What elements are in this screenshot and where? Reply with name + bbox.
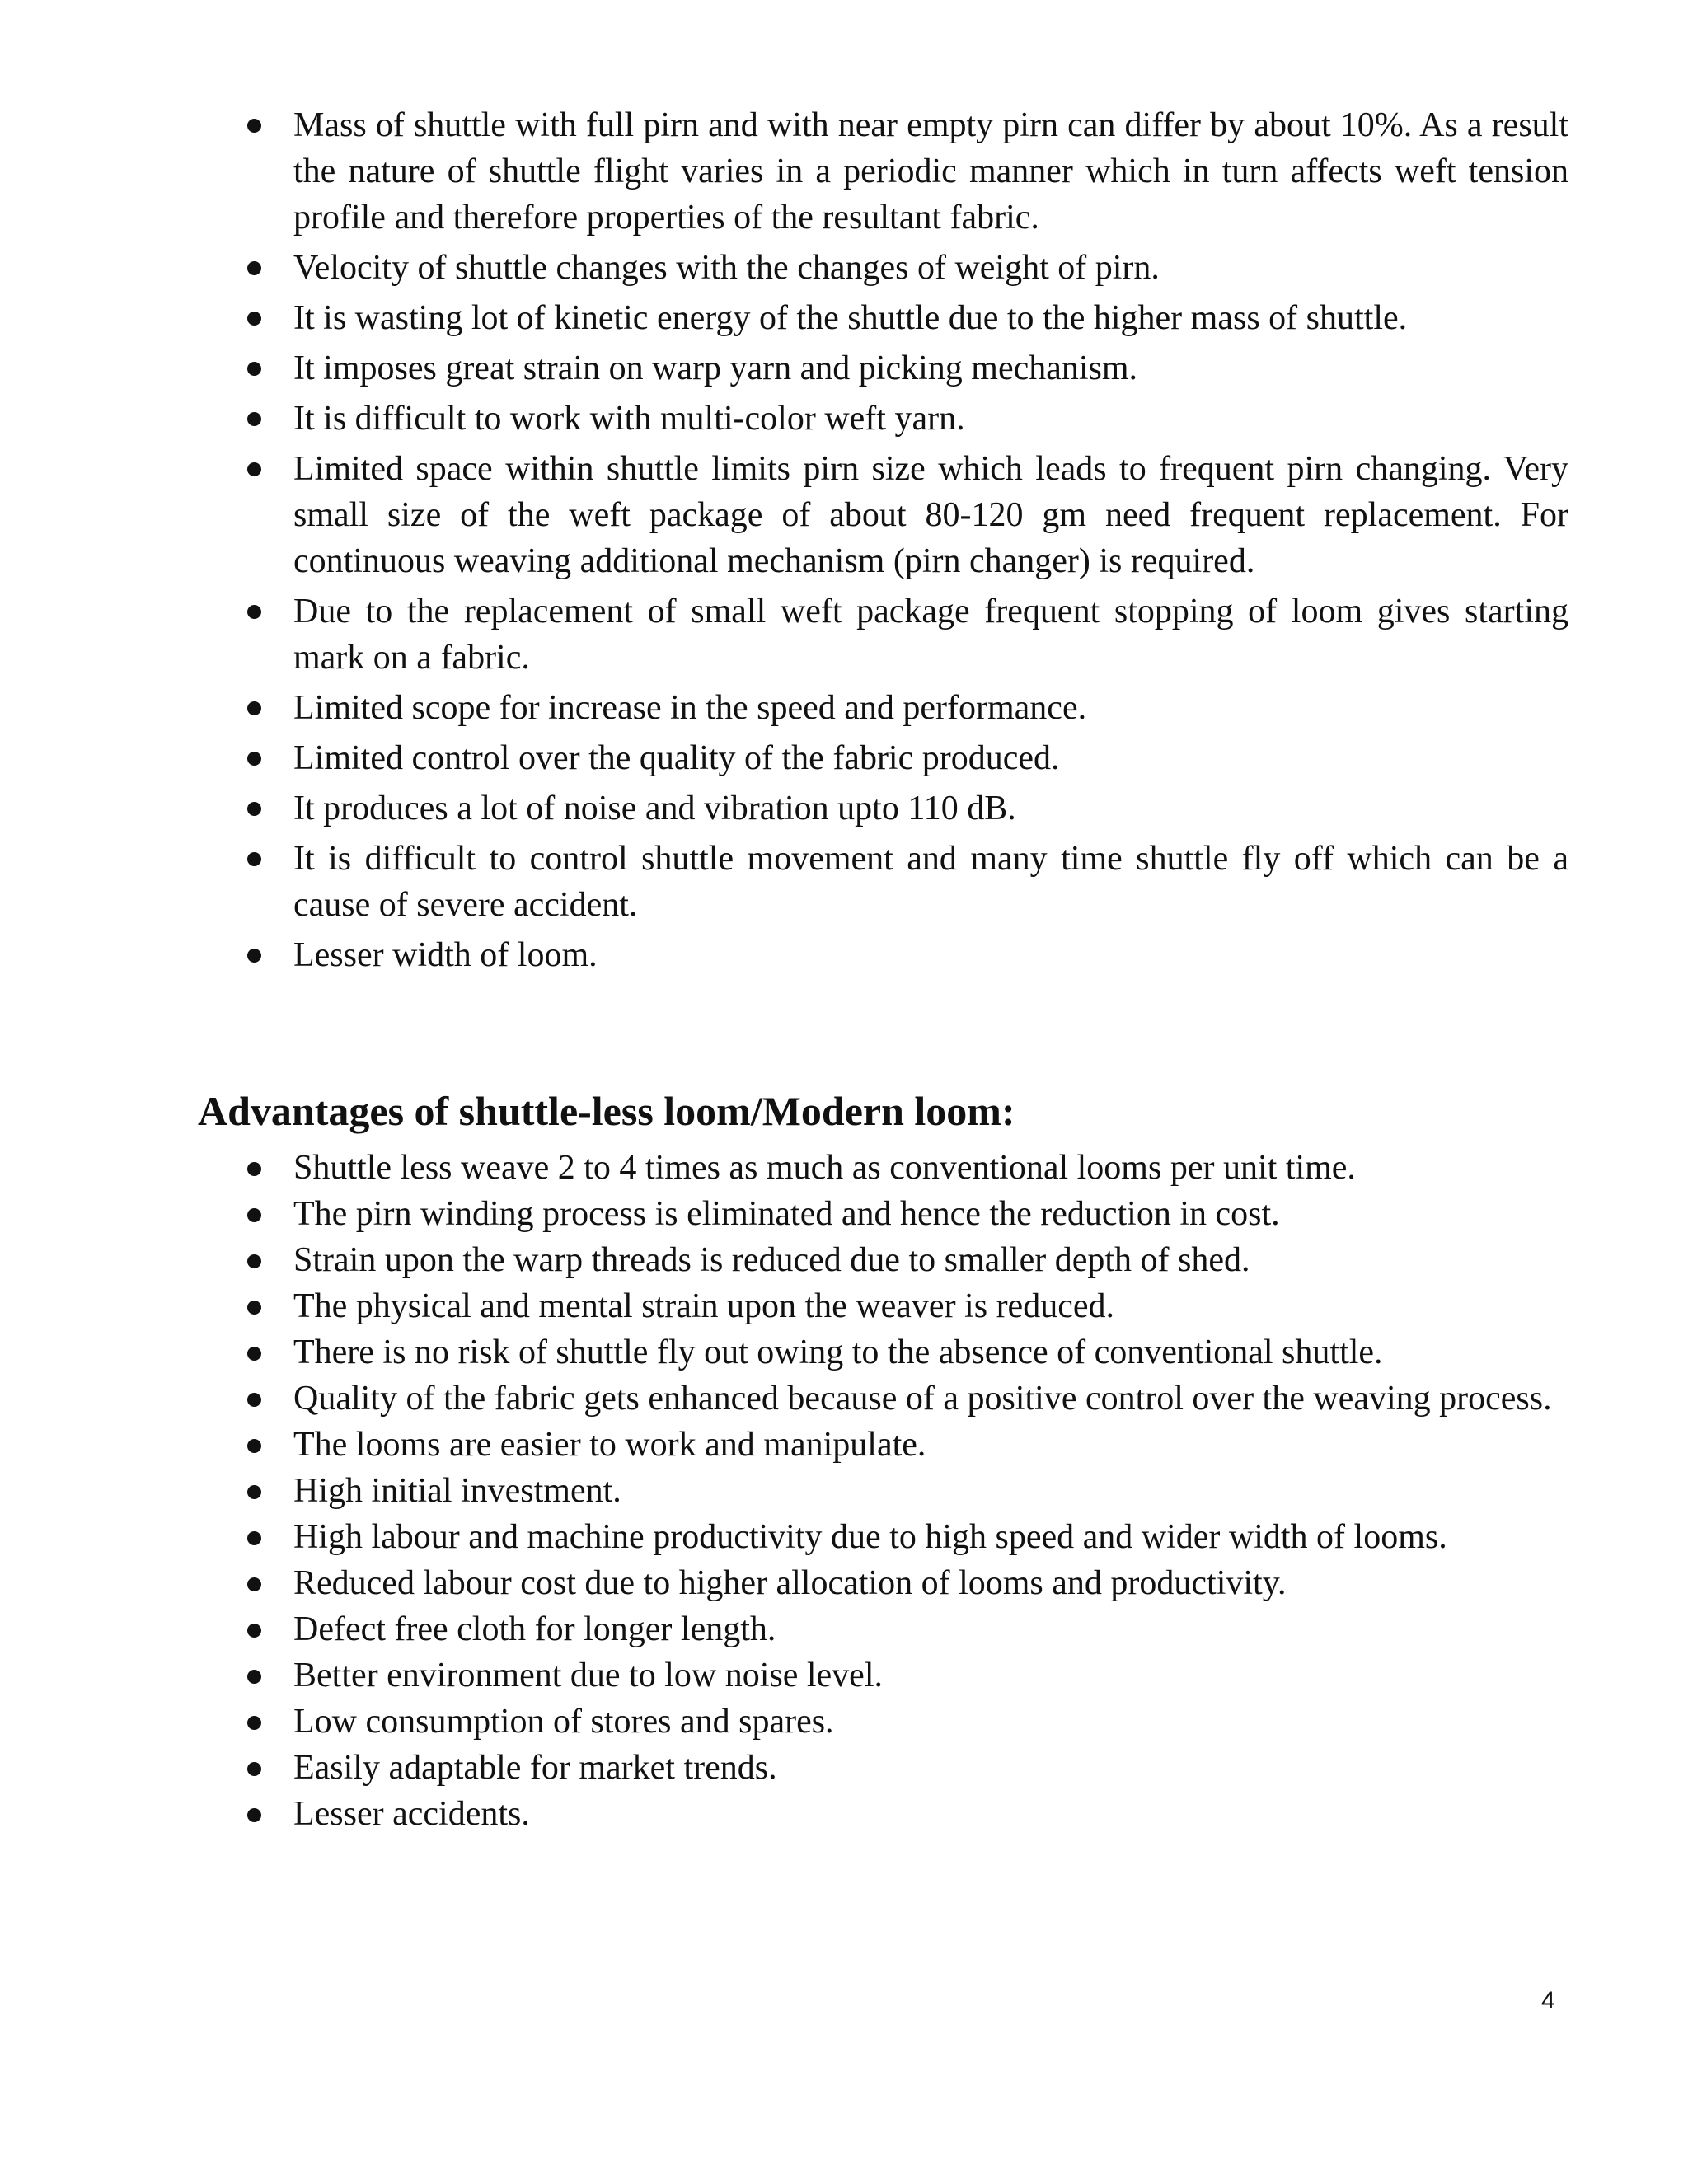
bullet-icon	[247, 119, 261, 133]
list-item-text: Lesser accidents.	[293, 1795, 530, 1833]
bullet-icon	[247, 362, 261, 376]
bullet-icon	[247, 701, 261, 715]
list-item	[293, 1330, 1568, 1375]
list-item	[293, 295, 1568, 341]
list-item-text: There is no risk of shuttle fly out owing to the absence of conventional shuttle.	[293, 1333, 1383, 1371]
bullet-icon	[247, 1762, 261, 1776]
list-item	[293, 1284, 1568, 1329]
list-item	[293, 245, 1568, 291]
list-item-text: It is wasting lot of kinetic energy of the shuttle due to the higher mass of shuttle.	[293, 299, 1408, 337]
bullet-icon	[247, 1162, 261, 1176]
list-item-text: Low consumption of stores and spares.	[293, 1703, 834, 1741]
bullet-icon	[247, 312, 261, 326]
list-item-text: The physical and mental strain upon the weaver is reduced.	[293, 1287, 1114, 1325]
list-item-text: High initial investment.	[293, 1472, 621, 1510]
list-item	[293, 396, 1568, 442]
bullet-icon	[247, 949, 261, 963]
list-item-text: It imposes great strain on warp yarn and picking mechanism.	[293, 349, 1138, 387]
bullet-icon	[247, 802, 261, 816]
list-item	[293, 1792, 1568, 1836]
bullet-icon	[247, 1439, 261, 1453]
list-item-text: Limited control over the quality of the fabric produced.	[293, 739, 1060, 777]
list-item-text: Velocity of shuttle changes with the changes of weight of pirn.	[293, 249, 1160, 287]
list-item	[293, 1192, 1568, 1236]
bullet-icon	[247, 1670, 261, 1684]
bullet-icon	[247, 1301, 261, 1315]
list-item-text: Shuttle less weave 2 to 4 times as much as conventional looms per unit time.	[293, 1149, 1356, 1187]
list-item-text: The looms are easier to work and manipulate.	[293, 1426, 926, 1464]
list-item-text: Defect free cloth for longer length.	[293, 1610, 776, 1648]
list-item	[293, 1238, 1568, 1282]
list-item-text: It is difficult to control shuttle movement and many time shuttle fly off which can be a cause of severe accident.	[293, 840, 1568, 924]
list-item	[293, 785, 1568, 832]
bullet-icon	[247, 1808, 261, 1822]
bullet-icon	[247, 412, 261, 426]
list-item	[293, 588, 1568, 681]
list-item	[293, 446, 1568, 584]
list-item-text: The pirn winding process is eliminated and hence the reduction in cost.	[293, 1195, 1280, 1233]
list-item	[293, 1653, 1568, 1698]
list-item	[293, 345, 1568, 391]
list-item-text: Limited scope for increase in the speed and performance.	[293, 689, 1087, 727]
list-item-text: Lesser width of loom.	[293, 936, 598, 974]
disadvantages-list	[293, 102, 1568, 982]
list-item-text: Limited space within shuttle limits pirn size which leads to frequent pirn changing. Very small size of the weft package of about 80-120 gm need frequent replacement. For continuous weaving additional mechanism (pirn changer) is required.	[293, 450, 1568, 580]
advantages-list	[293, 1146, 1568, 1838]
bullet-icon	[247, 1716, 261, 1730]
bullet-icon	[247, 1347, 261, 1361]
list-item	[293, 685, 1568, 731]
list-item	[293, 1699, 1568, 1744]
bullet-icon	[247, 1624, 261, 1638]
list-item	[293, 1469, 1568, 1513]
list-item	[293, 1146, 1568, 1190]
bullet-icon	[247, 261, 261, 275]
page-number: 4	[1541, 1987, 1555, 2014]
bullet-icon	[247, 1208, 261, 1222]
advantages-heading: Advantages of shuttle-less loom/Modern loom:	[198, 1088, 1015, 1134]
list-item	[293, 836, 1568, 928]
bullet-icon	[247, 605, 261, 619]
bullet-icon	[247, 1531, 261, 1545]
list-item-text: Better environment due to low noise level.	[293, 1657, 883, 1694]
list-item-text: Due to the replacement of small weft package frequent stopping of loom gives starting mark on a fabric.	[293, 593, 1568, 677]
list-item-text: It produces a lot of noise and vibration upto 110 dB.	[293, 790, 1016, 827]
list-item	[293, 1746, 1568, 1790]
list-item-text: Mass of shuttle with full pirn and with near empty pirn can differ by about 10%. As a result the nature of shuttle flight varies in a periodic manner which in turn affects weft tension profile and therefore properties of the resultant fabric.	[293, 106, 1568, 237]
list-item	[293, 932, 1568, 978]
list-item-text: Reduced labour cost due to higher allocation of looms and productivity.	[293, 1564, 1287, 1602]
bullet-icon	[247, 462, 261, 476]
bullet-icon	[247, 1485, 261, 1499]
list-item	[293, 1561, 1568, 1605]
list-item	[293, 1607, 1568, 1652]
bullet-icon	[247, 752, 261, 766]
list-item	[293, 1422, 1568, 1467]
list-item-text: Easily adaptable for market trends.	[293, 1749, 777, 1787]
list-item	[293, 1376, 1568, 1421]
bullet-icon	[247, 1577, 261, 1591]
list-item	[293, 1515, 1568, 1559]
list-item	[293, 735, 1568, 781]
bullet-icon	[247, 1254, 261, 1268]
list-item	[293, 102, 1568, 241]
bullet-icon	[247, 852, 261, 866]
list-item-text: High labour and machine productivity due to high speed and wider width of looms.	[293, 1518, 1447, 1556]
bullet-icon	[247, 1393, 261, 1407]
list-item-text: Strain upon the warp threads is reduced due to smaller depth of shed.	[293, 1241, 1250, 1279]
list-item-text: It is difficult to work with multi-color weft yarn.	[293, 400, 965, 438]
list-item-text: Quality of the fabric gets enhanced because of a positive control over the weaving process.	[293, 1380, 1552, 1418]
